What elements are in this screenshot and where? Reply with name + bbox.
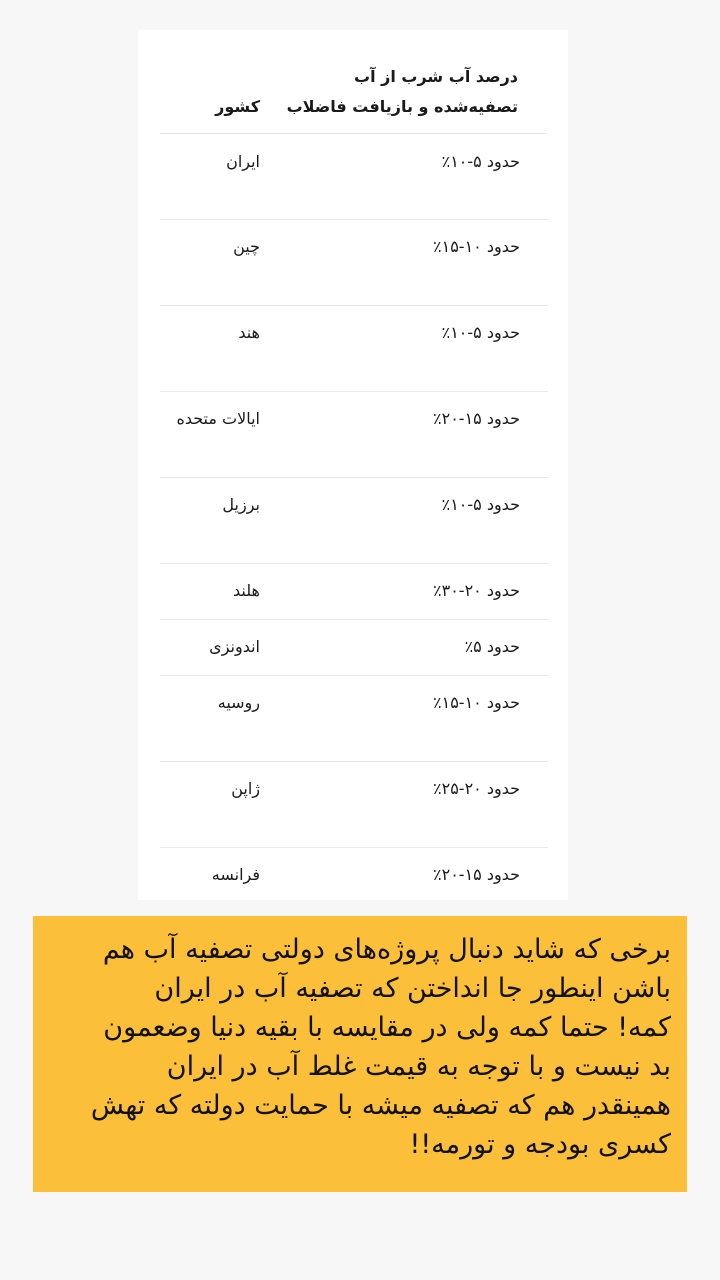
row-percent: حدود ۵-۱۰٪ [441,323,520,342]
row-country: اندونزی [209,637,260,656]
row-country: ژاپن [231,779,260,798]
table-row [160,677,548,761]
row-divider [160,477,548,478]
table-row [160,763,548,847]
table-row [160,393,548,477]
row-percent: حدود ۵-۱۰٪ [441,495,520,514]
row-divider [160,305,548,306]
row-percent: حدود ۵-۱۰٪ [441,152,520,171]
row-divider [160,219,548,220]
row-percent: حدود ۱۵-۲۰٪ [433,409,520,428]
row-divider [160,391,548,392]
table-row [160,849,548,904]
table-row [160,621,548,676]
row-divider [160,563,548,564]
header-country: کشور [215,97,260,116]
row-country: ایران [226,152,260,171]
note-box [33,916,687,1192]
row-country: روسیه [217,693,260,712]
row-percent: حدود ۲۰-۳۰٪ [433,581,520,600]
row-country: ایالات متحده [176,409,260,428]
table-row [160,221,548,305]
header-percent: درصد آب شرب از آب تصفیه‌شده و بازیافت فاضلاب [286,67,518,116]
row-country: فرانسه [211,865,260,884]
table-row [160,136,548,220]
table-row [160,479,548,563]
row-divider [160,847,548,848]
row-percent: حدود ۵٪ [464,637,520,656]
row-country: هلند [233,581,260,600]
table-row [160,565,548,620]
row-country: هند [238,323,260,342]
row-percent: حدود ۱۰-۱۵٪ [433,237,520,256]
note-text: برخی که شاید دنبال پروژه‌های دولتی تصفیه آب هم باشن اینطور جا انداختن که تصفیه آب در ایران کمه! حتما کمه ولی در مقایسه با بقیه دنیا وضعمون بد نیست و با توجه به قیمت غلط آب در ایران همینقدر هم که تصفیه میشه با حمایت دولته که تهش کسری بودجه و تورمه!! [90,934,671,1160]
row-percent: حدود ۲۰-۲۵٪ [433,779,520,798]
row-divider [160,619,548,620]
row-percent: حدود ۱۰-۱۵٪ [433,693,520,712]
row-percent: حدود ۱۵-۲۰٪ [433,865,520,884]
row-country: برزیل [222,495,260,514]
row-divider [160,761,548,762]
row-country: چین [233,237,260,256]
table-row [160,307,548,391]
table-header [160,58,546,134]
header-divider [160,133,546,134]
row-divider [160,675,548,676]
